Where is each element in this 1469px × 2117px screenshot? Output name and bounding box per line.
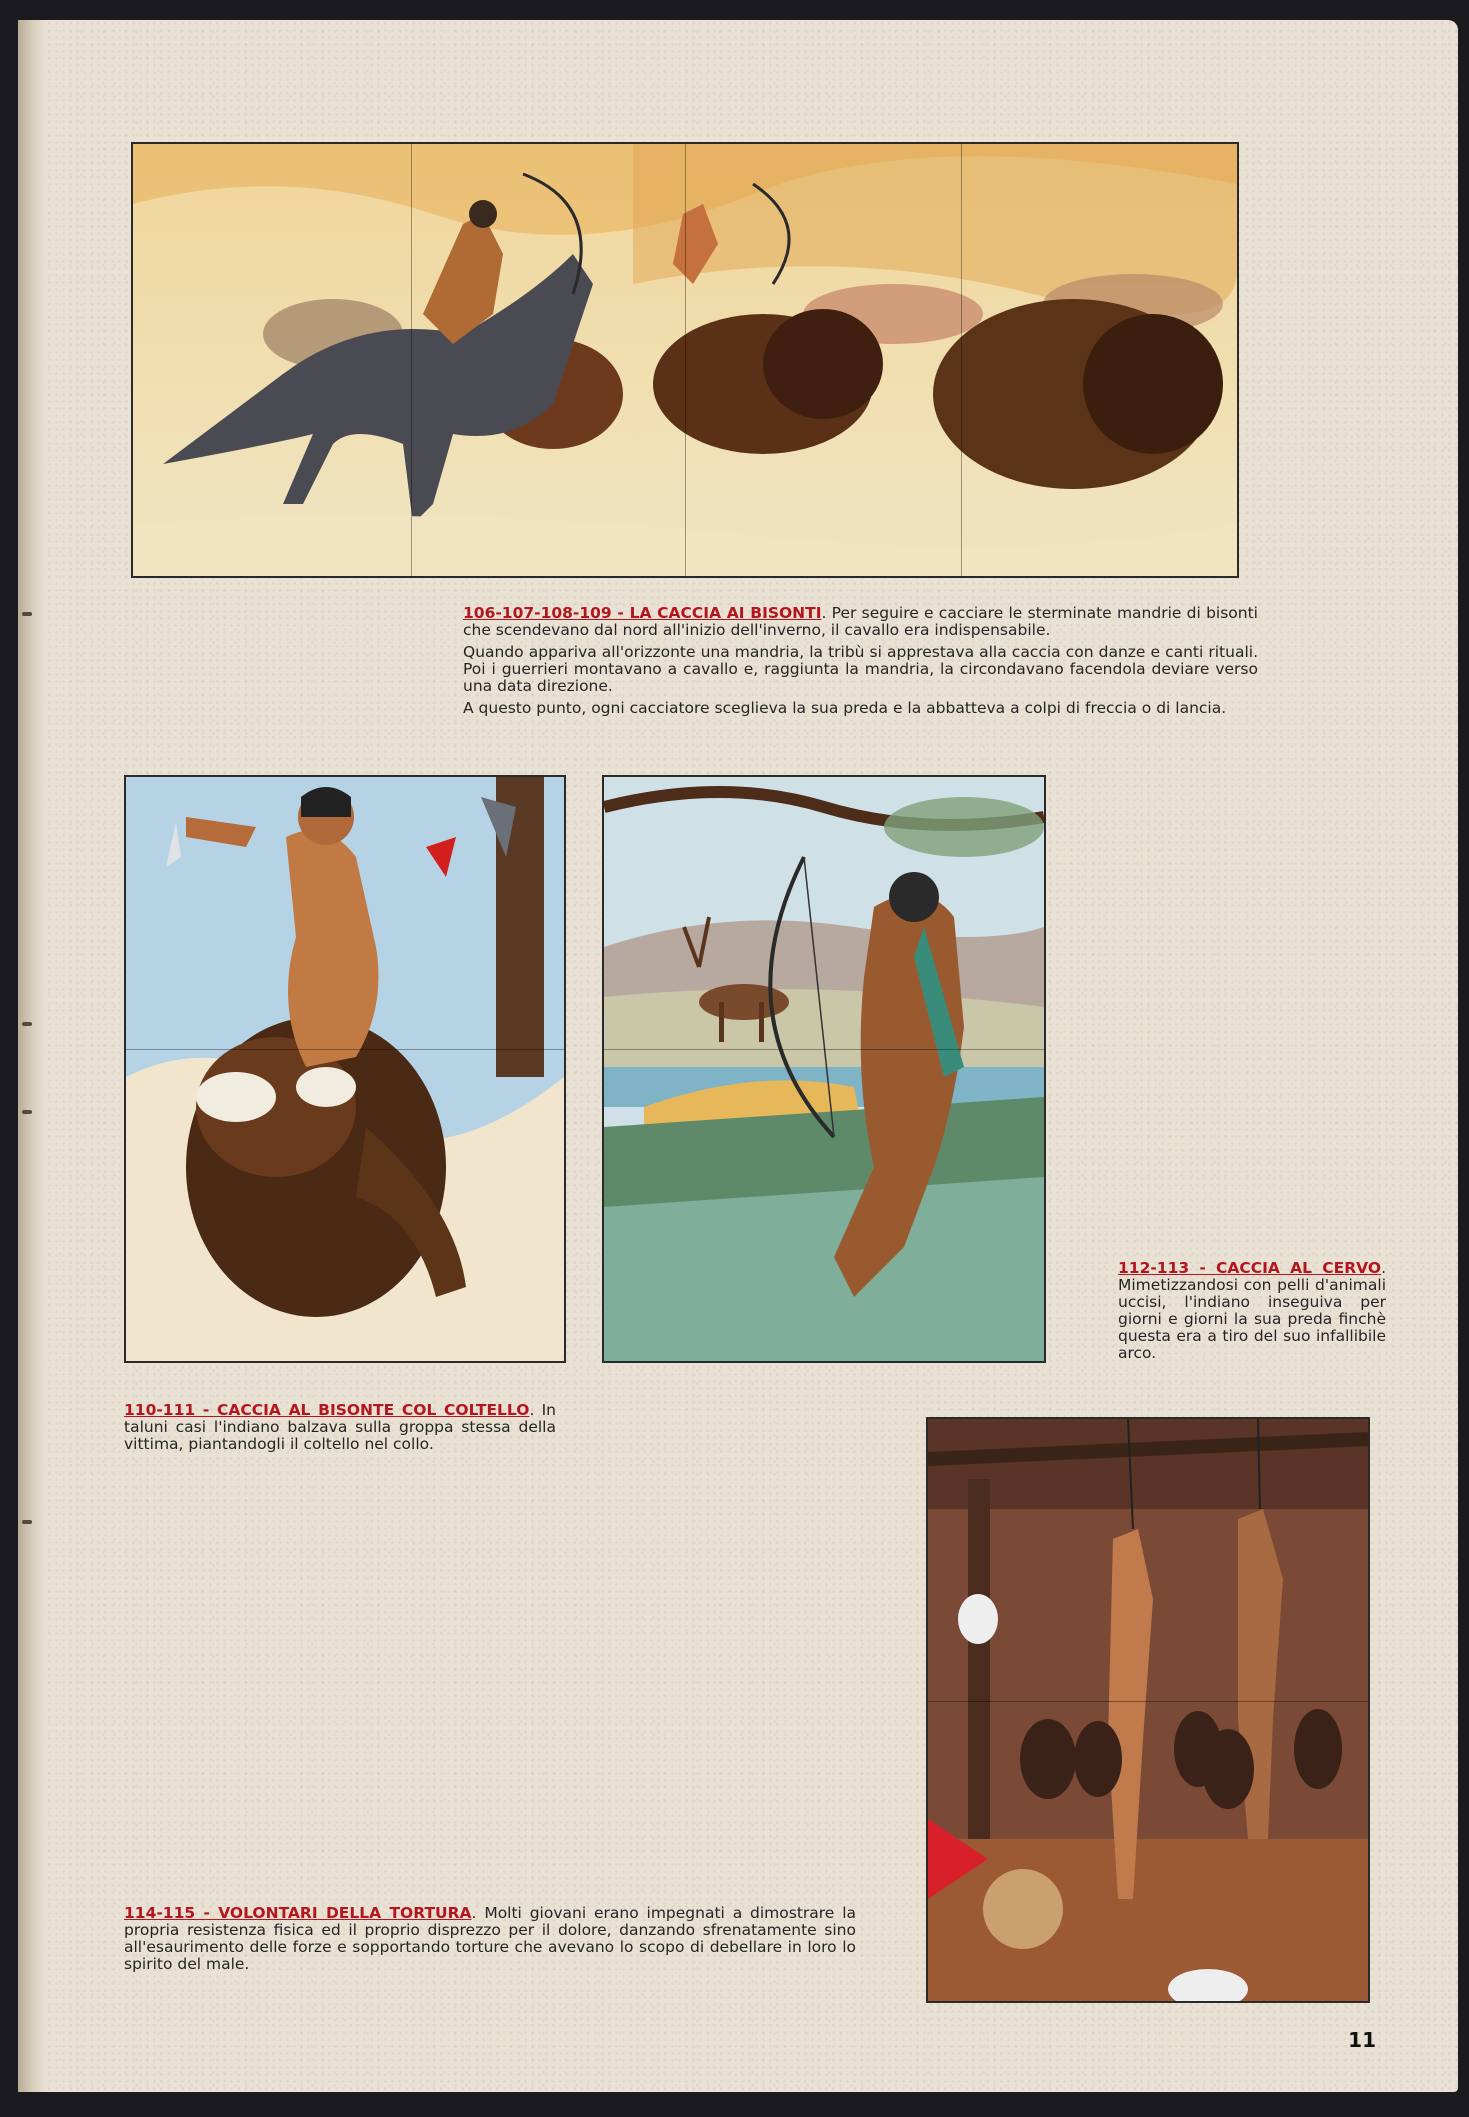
page-number: 11 [1348, 2028, 1376, 2052]
caption-title: 106-107-108-109 - LA CACCIA AI BISONTI [463, 604, 822, 622]
sticker-torture [926, 1417, 1370, 2003]
torture-ceremony-illustration [928, 1419, 1368, 2001]
sticker-bison-hunt-panorama [131, 142, 1239, 578]
album-page [18, 20, 1458, 2092]
deer-hunt-illustration [604, 777, 1044, 1361]
caption-text: . Per seguire e cacciare le sterminate mandrie di bisonti che scendevano dal nord all'inizio dell'inverno, il cavallo era indispensabile. [463, 604, 1258, 639]
caption-torture [124, 1905, 856, 1978]
page-spine [18, 20, 46, 2092]
caption-text: A questo punto, ogni cacciatore sceglieva la sua preda e la abbatteva a colpi di freccia o di lancia. [463, 699, 1227, 717]
binding-hole [22, 1520, 32, 1524]
caption-title: 110-111 - CACCIA AL BISONTE COL COLTELLO [124, 1401, 530, 1419]
caption-title: 112-113 - CACCIA AL CERVO [1118, 1259, 1382, 1277]
caption-text: . In taluni casi l'indiano balzava sulla groppa stessa della vittima, piantandogli il coltello nel collo. [124, 1401, 556, 1453]
caption-title: 114-115 - VOLONTARI DELLA TORTURA [124, 1904, 472, 1922]
sticker-deer-hunt [602, 775, 1046, 1363]
caption-bison-hunt [463, 605, 1258, 722]
binding-hole [22, 1022, 32, 1026]
sticker-bison-knife [124, 775, 566, 1363]
bison-knife-illustration [126, 777, 564, 1361]
caption-deer-hunt [1118, 1260, 1386, 1367]
binding-hole [22, 1110, 32, 1114]
caption-text: . Molti giovani erano impegnati a dimostrare la propria resistenza fisica ed il proprio disprezzo per il dolore, danzando sfrenatamente sino all'esaurimento delle forze e sopportando torture che avevano lo scopo di debellare in loro lo spirito del male. [124, 1904, 856, 1973]
caption-text: Quando appariva all'orizzonte una mandria, la tribù si apprestava alla caccia con danze e canti rituali. Poi i guerrieri montavano a cavallo e, raggiunta la mandria, la circondavano facendola deviare verso una data direzione. [463, 643, 1258, 695]
caption-knife-hunt [124, 1402, 556, 1458]
binding-hole [22, 612, 32, 616]
caption-text: . Mimetizzandosi con pelli d'animali uccisi, l'indiano inseguiva per giorni e giorni la sua preda finchè questa era a tiro del suo infallibile arco. [1118, 1259, 1386, 1362]
